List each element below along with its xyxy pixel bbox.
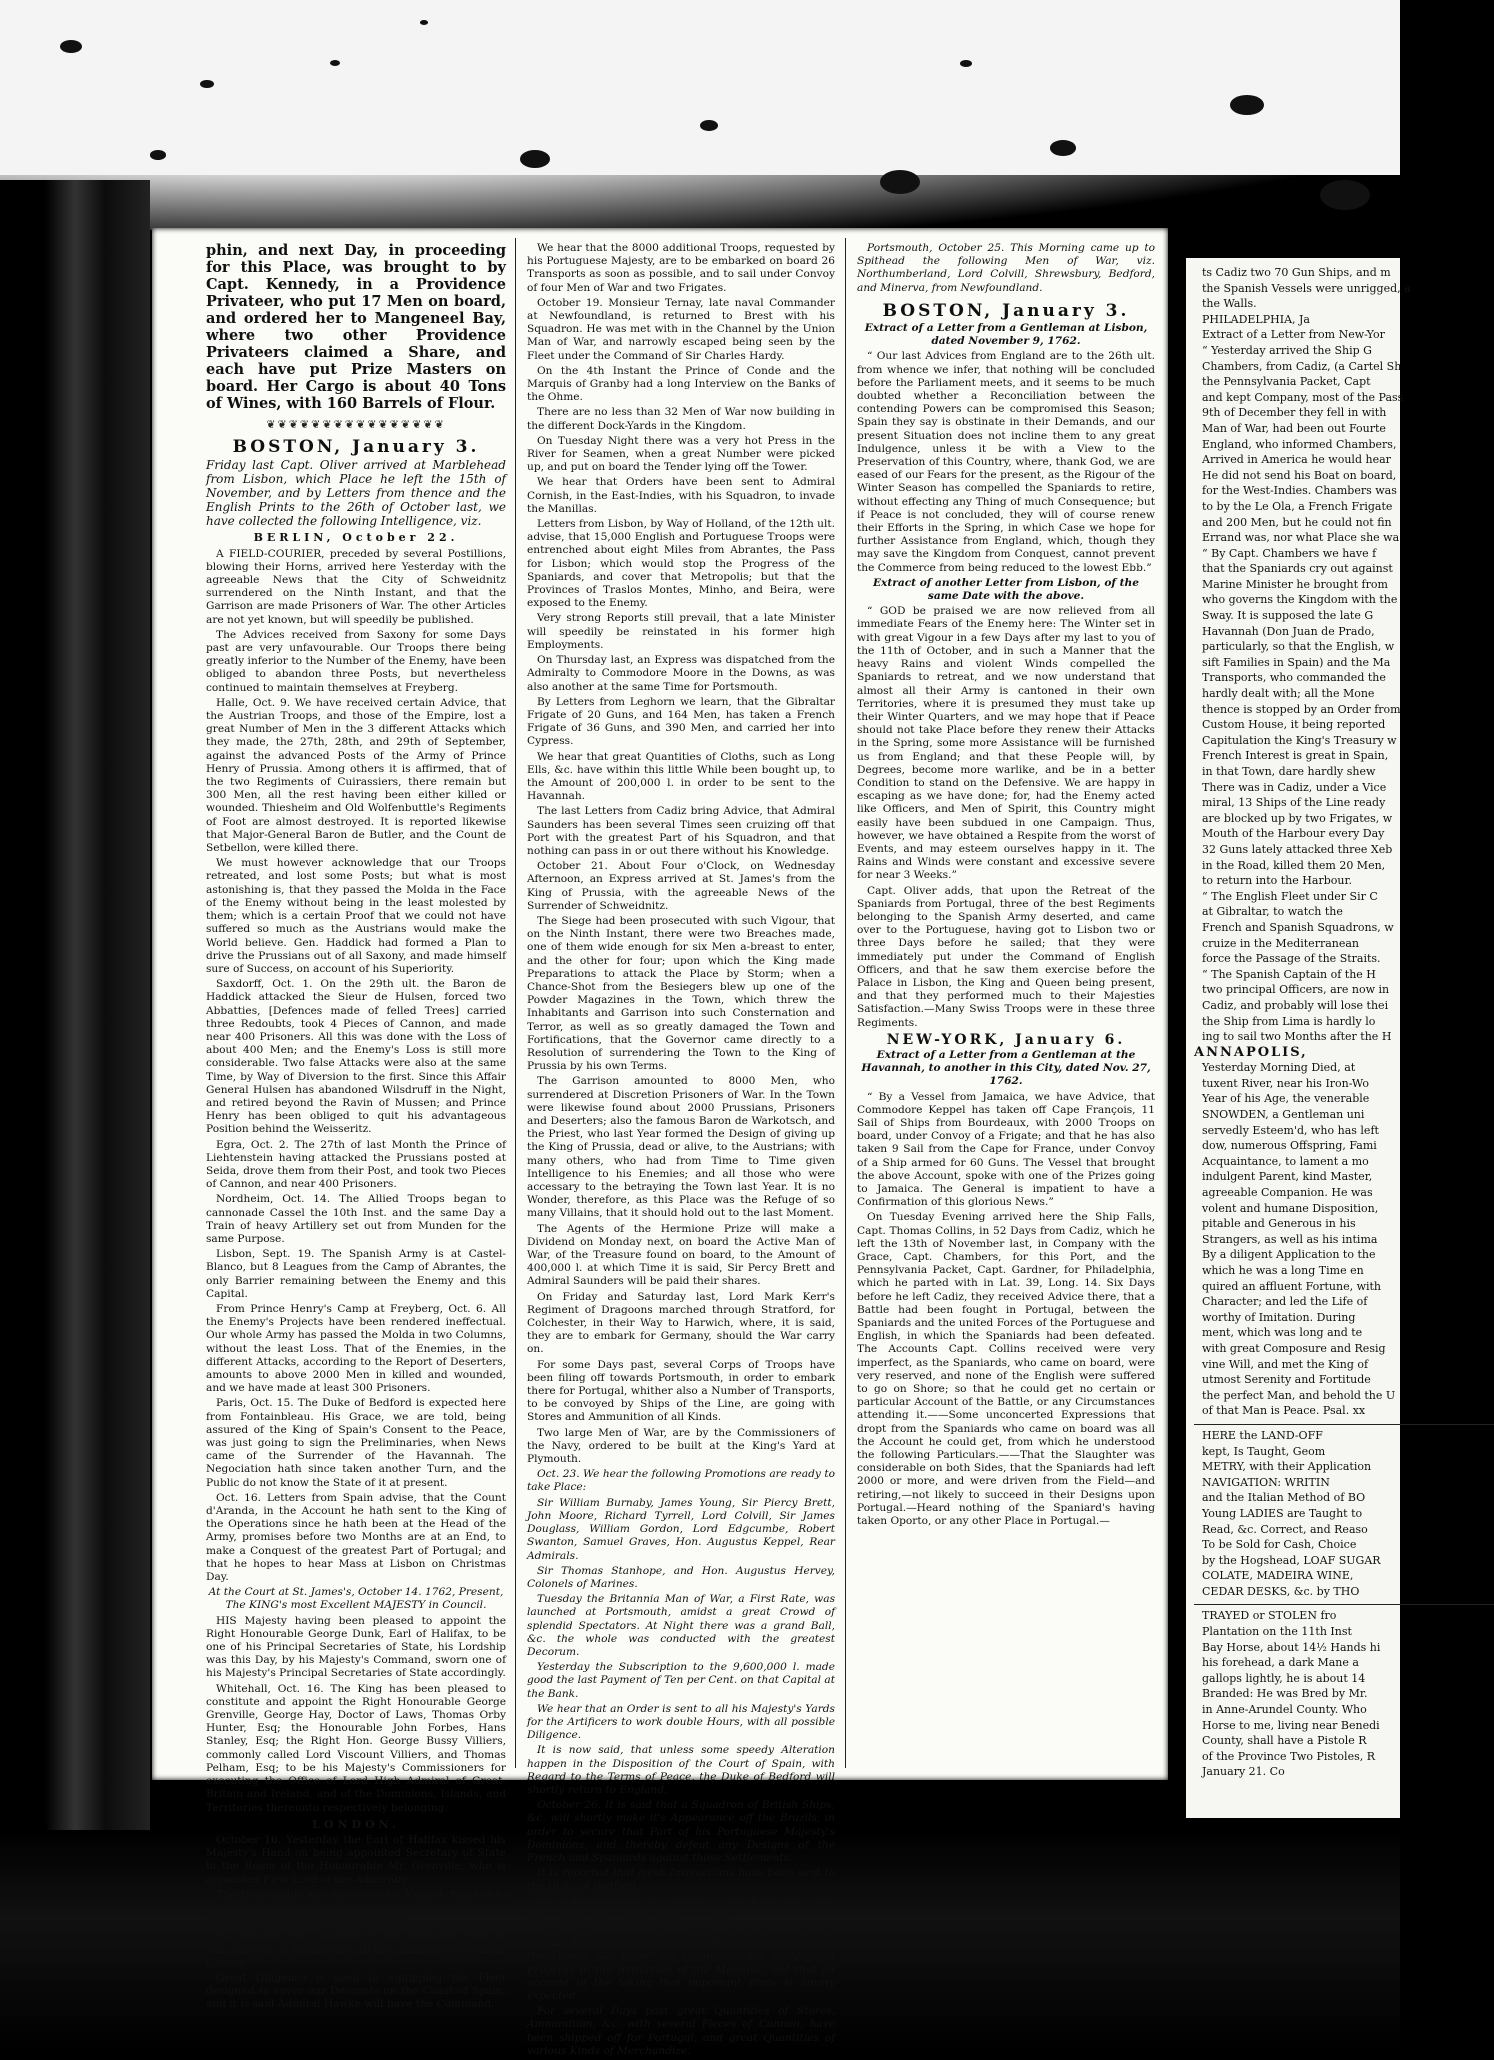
adjacent-line: Mouth of the Harbour every Day [1202,827,1385,841]
advertisement-line: Young LADIES are Taught to [1202,1506,1363,1520]
article-paragraph: Great Diligence is used in equipping the Fleet designed to cover our Descents on the Coast of Spain, and it is said Admiral Hawke will have the Command. [206,1971,506,2011]
adjacent-line: SNOWDEN, a Gentleman uni [1202,1108,1365,1122]
article-paragraph: We hear that the 8000 additional Troops, requested by his Portuguese Majesty, are to be embarked on board 26 Transports as soon as possible, and to sail under Convoy of four Men of War and two Frigates. [527,242,835,294]
article-paragraph: Oct. 16. Letters from Spain advise, that the Count d'Aranda, in the Account he hath sent to the King of the Operations since he hath been at the Head of the Army, promises before two Months are at an End, to make a Conquest of the greatest Part of Portugal; and that he hopes to hear Mass at Lisbon on Christmas Day. [206,1491,506,1584]
adjacent-line: in the Road, killed them 20 Men, [1202,858,1386,872]
adjacent-line: “ The English Fleet under Sir C [1202,889,1378,903]
adjacent-line: utmost Serenity and Fortitude [1202,1373,1371,1387]
adjacent-line: Sway. It is supposed the late G [1202,609,1374,623]
court-heading: At the Court at St. James's, October 14. 1762, Present, The KING's most Excellent MAJESTY in Council. [208,1586,504,1612]
article-paragraph: Yesterday and this Day it was currently reported, that certain Advice is received here, That Col. Draper, with the Troops, &c. under his Command, has made great Progress in the Reduction of the Manillas, and that on account of the taking that important Place is hourly expected. [527,1923,835,2002]
advertisement-line: Read, &c. Correct, and Reaso [1202,1522,1368,1536]
adjacent-line: There was in Cadiz, under a Vice [1202,780,1387,794]
article-paragraph: Egra, Oct. 2. The 27th of last Month the Prince of Liehtenstein having attacked the Prussians posted at Seida, drove them from their Post, and took two Pieces of Cannon, and near 400 Prisoners. [206,1138,506,1191]
adjacent-line: dow, numerous Offspring, Fami [1202,1139,1377,1153]
advertisement-line: of the Province Two Pistoles, R [1202,1749,1376,1763]
column-rule [515,238,516,1768]
adjacent-line: are blocked up by two Frigates, w [1202,811,1393,825]
article-paragraph: The Advices received from Saxony for some Days past are very unfavourable. Our Troops there being greatly inferior to the Number of the Enemy, have been obliged to abandon three Posts, but nevertheless continued to maintain themselves at Freyberg. [206,628,506,694]
book-spine [0,180,150,2040]
extract-heading: Extract of another Letter from Lisbon, of the same Date with the above. [872,576,1140,603]
advertisement-line: by the Hogshead, LOAF SUGAR [1202,1553,1381,1567]
article-paragraph: Oct. 23. We hear the following Promotions are ready to take Place: [527,1468,835,1494]
column-2 [527,242,835,2060]
advertisement-line: in Anne-Arundel County. Who [1202,1703,1367,1717]
adjacent-line: Cadiz, and probably will lose thei [1202,998,1389,1012]
adjacent-line: French and Spanish Squadrons, w [1202,920,1394,934]
newspaper-page [152,228,1168,2057]
adjacent-line: Extract of a Letter from New-Yor [1202,328,1385,342]
advertisement-line: and the Italian Method of BO [1202,1491,1366,1505]
scan-speck [1320,180,1370,210]
article-paragraph: HIS Majesty having been pleased to appoint the Right Honourable George Dunk, Earl of Halifax, to be one of his Principal Secretaries of State, his Lordship was this Day, by his Majesty's Command, sworn one of his Majesty's Principal Secretaries of State accordingly. [206,1614,506,1680]
article-paragraph: Paris, Oct. 15. The Duke of Bedford is expected here from Fontainbleau. His Grace, we are told, being assured of the King of Spain's Consent to the Peace, was just going to sign the Preliminaries, when News came of the Surrender of the Havannah. The Negociation hath since taken another Turn, and the Public do not know the State of it at present. [206,1397,506,1489]
article-paragraph: October 16. Yesterday the Earl of Halifax kissed his Majesty's Hand on being appointed Secretary of State in the Room of the Honourable Mr. Grenville, who is appointed First Lord of the Admiralty. [206,1833,506,1886]
article-paragraph: For several Days past great Quantities of Stores, Ammunition, &c. with several Pieces of Cannon, have been shipped off for Portugal, and great Quantities of various Kinds of Merchandize. [527,2005,835,2057]
adjacent-line: hardly dealt with; all the Mone [1202,687,1375,701]
adjacent-line: the perfect Man, and behold the U [1202,1388,1396,1402]
adjacent-line: Capitulation the King's Treasury w [1202,733,1397,747]
adjacent-line: “ Yesterday arrived the Ship G [1202,343,1372,357]
advertisement-line: TRAYED or STOLEN fro [1202,1609,1337,1623]
adjacent-line: ing to sail two Months after the H [1202,1030,1392,1044]
adjacent-line: the Pennsylvania Packet, Capt [1202,375,1371,389]
dateline-annapolis: ANNAPOLIS, [1194,1044,1308,1060]
adjacent-line: Custom House, it being reported [1202,718,1386,732]
adjacent-line: cruize in the Mediterranean [1202,936,1360,950]
advertisement-line: gallops lightly, he is about 14 [1202,1671,1366,1685]
article-paragraph: Two large Men of War, are by the Commissioners of the Navy, ordered to be built at the King's Yard at Plymouth. [527,1426,835,1466]
adjacent-line: indulgent Parent, kind Master, [1202,1170,1373,1184]
adjacent-page [1186,258,1411,1818]
adjacent-line: which he was a long Time en [1202,1264,1364,1277]
scan-speck [420,20,428,25]
adjacent-line: He did not send his Boat on board, [1202,468,1397,482]
adjacent-line: miral, 13 Ships of the Line ready [1202,796,1386,810]
adjacent-line: “ The Spanish Captain of the H [1202,967,1376,981]
adjacent-line: Marine Minister he brought from [1202,577,1388,591]
advertisement-school [1194,1424,1494,1599]
article-paragraph: Tuesday the Britannia Man of War, a First Rate, was launched at Portsmouth, amidst a great Crowd of splendid Spectators. At Night there was a grand Ball, &c. the whole was conducted with the greatest Decorum. [527,1593,835,1658]
adjacent-line: worthy of Imitation. During [1202,1310,1356,1324]
adjacent-line: and 200 Men, but he could not fin [1202,515,1392,529]
adjacent-line: in that Town, dare hardly shew [1202,765,1376,778]
adjacent-line: vine Will, and met the King of [1202,1357,1369,1371]
article-paragraph: Saxdorff, Oct. 1. On the 29th ult. the Baron de Haddick attacked the Sieur de Hulsen, forced two Abbatties, [Defences made of felled Trees] carried three Redoubts, took 4 Pieces of Cannon, and made near 400 Prisoners. All this was done with the Loss of about 400 Men; and the Enemy's Loss is still more considerable. Two false Attacks were also at the same Time, by Way of Diversion to the first. Since this Affair General Hulsen has abandoned Wilsdruff in the Night, and retired beyond the Ravin of Mussen; and Prince Henry has been obliged to quit his advantageous Position behind the Weisseritz. [206,978,506,1136]
adjacent-line: that the Spaniards cry out against [1202,562,1393,576]
promotions-list: Sir Thomas Stanhope, and Hon. Augustus Hervey, Colonels of Marines. [527,1564,835,1590]
article-paragraph: Halle, Oct. 9. We have received certain Advice, that the Austrian Troops, and those of the Empire, lost a great Number of Men in the 3 different Attacks which they made, the 27th, 28th, and 29th of September, against the advanced Posts of the Army of Prince Henry of Prussia. Among others it is affirmed, that of the two Regiments of Cuirassiers, there remain but 300 Men, all the rest having been either killed or wounded. Thiesheim and Old Wolfenbuttle's Regiments of Foot are almost destroyed. It is reported likewise that Major-General Baron de Butler, and the Count de Setbellon, were killed there. [206,696,506,855]
dateline-boston-2: BOSTON, January 3. [882,300,1130,321]
adjacent-line: By a diligent Application to the [1202,1248,1376,1262]
dateline-boston: BOSTON, January 3. [232,437,480,458]
article-paragraph: October 21. About Four o'Clock, on Wednesday Afternoon, an Express arrived at St. James's from the King of Prussia, with the agreeable News of the Surrender of Schweidnitz. [527,860,835,912]
column-1 [206,242,506,2014]
adjacent-line: volent and humane Disposition, [1202,1201,1379,1215]
article-paragraph: There are no less than 32 Men of War now building in the different Dock-Yards in the Kingdom. [527,406,835,432]
adjacent-line: pitable and Generous in his [1202,1217,1356,1231]
article-paragraph: The last Letters from Cadiz bring Advice, that Admiral Saunders has been several Times seen cruizing off that Port with the greatest Part of his Squadron, and that nothing can pass in or out there without his Knowledge. [527,805,835,857]
adjacent-line: to by the Le Ola, a French Frigate [1202,499,1393,513]
extract-heading: Extract of a Letter from a Gentleman at Lisbon, dated November 9, 1762. [864,322,1148,348]
scan-speck [150,150,166,160]
adjacent-line: of that Man is Peace. Psal. xx [1202,1404,1366,1418]
article-paragraph: Yesterday the Subscription to the 9,600,000 l. made good the last Payment of Ten per Cent. on that Capital at the Bank. [527,1661,835,1700]
column-rule [845,238,846,1768]
adjacent-line: the Walls. [1202,297,1257,311]
adjacent-line: Transports, who commanded the [1202,671,1386,685]
article-paragraph: From Prince Henry's Camp at Freyberg, Oct. 6. All the Enemy's Projects have been rendered ineffectual. Our whole Army has passed the Molda in two Columns, without the least Loss. That of the Enemies, in the different Attacks, according to the Report of Deserters, amounts to above 2000 Men in killed and wounded, and we have made at least 300 Prisoners. [206,1302,506,1395]
adjacent-line: Havannah (Don Juan de Prado, [1202,624,1375,638]
adjacent-line: who governs the Kingdom with the [1202,593,1398,607]
advertisement-strayed-horse [1194,1604,1494,1779]
adjacent-line: tuxent River, near his Iron-Wo [1202,1076,1370,1090]
adjacent-line: two principal Officers, are now in [1202,983,1390,997]
article-paragraph: We hear that Orders have been sent to Admiral Cornish, in the East-Indies, with his Squadron, to invade the Manillas. [527,476,835,515]
adjacent-line: Year of his Age, the venerable [1202,1092,1370,1106]
advertisement-line: NAVIGATION: WRITIN [1202,1475,1330,1489]
dateline-berlin: BERLIN, October 22. [253,531,459,545]
adjacent-line: ts Cadiz two 70 Gun Ships, and m [1202,266,1391,279]
dateline-london: LONDON. [312,1817,400,1831]
adjacent-line: particularly, so that the English, w [1202,640,1395,654]
article-paragraph: By Letters from Leghorn we learn, that the Gibraltar Frigate of 20 Guns, and 164 Men, has taken a French Frigate of 36 Guns, and 390 Men, and carried her into Cypress. [527,695,835,748]
column-3 [857,242,1155,1530]
intro-paragraph: Friday last Capt. Oliver arrived at Marblehead from Lisbon, which Place he left the 15th of November, and by Letters from thence and the English Prints to the 26th of October last, we have collected the following Intelligence, viz. [206,458,506,529]
article-paragraph: We must however acknowledge that our Troops retreated, and lost some Posts; but what is most astonishing is, that they passed the Molda in the Face of the Enemy without being in the least molested by them; which is a certain Proof that we could not have suffered so much as the Austrians would make the World believe. Gen. Haddick had formed a Plan to drive the Prussians out of all Saxony, and made himself sure of Success, on account of his Superiority. [206,857,506,975]
adjacent-line: quired an affluent Fortune, with [1202,1279,1382,1293]
article-paragraph: On the 4th Instant the Prince of Conde and the Marquis of Granby had a long Interview on the Banks of the Ohme. [527,364,835,404]
article-paragraph: October 26. It is said that a Squadron of British Ships, &c. will shortly make it's Appearance off the Brazils, in order to secure that Part of his Portuguese Majesty's Dominions, and thereby defeat any Designs of the French and Spaniards against those Settlements. [527,1799,835,1864]
adjacent-line: Chambers, from Cadiz, (a Cartel Sh [1202,359,1402,373]
scan-speck [700,120,718,131]
letter-paragraph: “ GOD be praised we are now relieved from all immediate Fears of the Enemy here: The Winter set in with great Vigour in a few Days after my last to you of the 11th of October, and in such a Manner that the heavy Rains and violent Winds compelled the Spaniards to retreat, and we now understand that almost all their Army is cantoned in their own Territories, where it is presumed they must take up their Winter Quarters, and we may hope that if Peace should not take Place before they renew their Attacks in the Spring, some more Assistance will be furnished us from England; and that these People will, by Degrees, become more warlike, and be in a better Condition to stand on the Defensive. We are happy in escaping as we have done; for, had the Enemy acted like Officers, and Men of Spirit, this Country might easily have been subdued in one Campaign. Thus, however, we have obtained a Respite from the worst of Events, and may esteem ourselves happy in it. The Rains and Winds were constant and excessive severe for near 3 Weeks.” [857,605,1155,882]
article-paragraph: On Thursday last, an Express was dispatched from the Admiralty to Commodore Moore in the Downs, as was also another at the same Time for Portsmouth. [527,654,835,693]
article-paragraph: Nordheim, Oct. 14. The Allied Troops began to cannonade Cassel the 10th Inst. and the same Day a Train of heavy Artillery set out from Munden for the same Purpose. [206,1193,506,1245]
advertisement-line: Plantation on the 11th Inst [1202,1625,1352,1639]
article-paragraph: Very strong Reports still prevail, that a late Minister will speedily be reinstated in his former high Employments. [527,612,835,651]
adjacent-line: Man of War, had been out Fourte [1202,421,1386,435]
adjacent-line: thence is stopped by an Order from [1202,702,1401,716]
adjacent-line: French Interest is great in Spain, [1202,749,1389,763]
adjacent-line: agreeable Companion. He was [1202,1186,1373,1200]
article-paragraph: On Tuesday Night there was a very hot Press in the River for Seamen, when a great Number were picked up, and put on board the Tender lying off the Tower. [527,434,835,474]
article-paragraph: Lisbon, Sept. 19. The Spanish Army is at Castel-Blanco, but 8 Leagues from the Camp of Abrantes, the only Barrier remaining between the Enemy and this Capital. [206,1248,506,1300]
advertisement-line: COLATE, MADEIRA WINE, [1202,1569,1354,1583]
adjacent-line: for the West-Indies. Chambers was [1202,484,1397,498]
article-paragraph: The Agents of the Hermione Prize will make a Dividend on Monday next, on board the Active Man of War, of the Treasure found on board, to the Amount of 400,000 l. at which Time it is said, Sir Percy Brett and Admiral Saunders will be paid their shares. [527,1222,835,1288]
advertisement-line: January 21. Co [1202,1765,1285,1779]
scan-speck [1050,140,1076,156]
advertisement-line: Branded: He was Bred by Mr. [1202,1687,1368,1701]
dateline-new-york: NEW-YORK, January 6. [886,1031,1126,1048]
adjacent-line: Strangers, as well as his intima [1202,1232,1378,1246]
adjacent-line: PHILADELPHIA, Ja [1202,312,1310,326]
letter-paragraph: “ Our last Advices from England are to the 26th ult. from whence we infer, that nothing will be concluded before the Parliament meets, and it seems to be much doubted whether a Reconciliation between the contending Powers can be compromised this Season; Spain they say is obstinate in their Demands, and our present Situation does not incline them to any great Indulgence, unless it be with a View to the Preservation of this Country, where, thank God, we are eased of our Fears for the present, as the Rigour of the Winter Season has compelled the Spaniards to retire, without effecting any Thing of much Consequence; but if Peace is not concluded, they will of course renew their Efforts in the Spring, in which Case we hope for further Assistance from England, which, though they may save the Kingdom from Conquest, cannot prevent the Commerce from being reduced to the lowest Ebb.” [857,350,1155,574]
article-paragraph: Whitehall, Oct. 16. The King has been pleased to constitute and appoint the Right Honourable George Grenville, George Hay, Doctor of Laws, Thomas Orby Hunter, Esq; the Honourable John Forbes, Hans Stanley, Esq; the Right Hon. George Bussy Villiers, commonly called Lord Viscount Villiers, and Thomas Pelham, Esq; to be his Majesty's Commissioners for executing the Office of Lord High Admiral of Great-Britain and Ireland, and of the Dominions, Islands, and Territories thereunto respectively belonging. [206,1682,506,1814]
adjacent-line: sift Families in Spain) and the Ma [1202,655,1391,669]
lead-paragraph: phin, and next Day, in proceeding for this Place, was brought to by Capt. Kennedy, in a Providence Privateer, who put 17 Men on board, and ordered her to Mangeneel Bay, where two other Providence Privateers claimed a Share, and each have put Prize Masters on board. Her Cargo is about 40 Tons of Wines, with 160 Barrels of Flour. [206,242,506,412]
adjacent-line: to return into the Harbour. [1202,874,1353,888]
article-paragraph: It is reported that fresh Instructions have been sent to the Duke of Bedford. [527,1867,835,1893]
ornament-rule: ❦❦❦❦❦❦❦❦❦❦❦❦❦❦❦❦ [266,418,446,431]
article-paragraph: October 19. Monsieur Ternay, late naval Commander at Newfoundland, is returned to Brest with his Squadron. He was met with in the Channel by the Union Man of War, and narrowly escaped being seen by the Fleet under the Command of Sir Charles Hardy. [527,296,835,362]
article-paragraph: The Honourable and Reverend Dr. Keppel, Brother to the Earl of Albemarle, has kissed the King's Hand on his being appointed Bishop of Exeter. [206,1888,506,1928]
article-paragraph: The Siege had been prosecuted with such Vigour, that on the Ninth Instant, there were two Breaches made, one of them wide enough for six Men a-breast to enter, and the other for four; upon which the King made Preparations to attack the Place by Storm; when a Chance-Shot from the Besiegers blew up one of the Powder Magazines in the Town, which threw the Inhabitants and Garrison into such Consternation and Terror, as well as so greatly damaged the Town and Fortifications, that the Governor came directly to a Resolution of surrendering the Town to the King of Prussia by his own Terms. [527,914,835,1073]
adjacent-line: Arrived in America he would hear [1202,453,1391,467]
adjacent-line: Errand was, nor what Place she wa [1202,531,1400,545]
adjacent-line: England, who informed Chambers, [1202,437,1397,451]
scan-speck [880,170,920,194]
scan-speck [330,60,340,66]
adjacent-line: ment, which was long and te [1202,1326,1363,1340]
advertisement-line: CEDAR DESKS, &c. by THO [1202,1584,1360,1598]
adjacent-line: Character; and led the Life of [1202,1295,1368,1309]
article-paragraph: On Tuesday the Cambridge and Penzance Men of War, arrived at Plymouth with the Jamaica Fleet under Convoy. [206,1930,506,1969]
advertisement-line: his forehead, a dark Mane a [1202,1656,1359,1670]
article-paragraph: Capt. Oliver adds, that upon the Retreat of the Spaniards from Portugal, three of the best Regiments belonging to the Spanish Army deserted, and came over to the Portuguese, having got to Lisbon two or three Days before he sailed; that they were immediately put under the Command of English Officers, and that he saw them exercise before the Palace in Lisbon, the King and Queen being present, and that they performed much to their Majesties Satisfaction.—Many Swiss Troops were in these three Regiments. [857,884,1155,1029]
adjacent-line: 9th of December they fell in with [1202,406,1387,420]
advertisement-line: To be Sold for Cash, Choice [1202,1538,1357,1552]
advertisement-line: kept, Is Taught, Geom [1202,1444,1326,1458]
adjacent-line: the Ship from Lima is hardly lo [1202,1014,1376,1028]
scan-speck [520,150,550,168]
article-paragraph: The Garrison amounted to 8000 Men, who surrendered at Discretion Prisoners of War. In the Town were likewise found about 2000 Prussians, Prisoners and Deserters; also the famous Baron de Warkotsch, and the Priest, who last Year formed the Design of giving up the King of Prussia, dead or alive, to the Austrians; with many others, who had from Time to Time given Intelligence to his Enemies; and all those who were accessary to the betraying the Town last Year. It is no Wonder, therefore, as this Place was the Refuge of so many Villains, that it should hold out to the last Moment. [527,1075,835,1220]
promotions-list: Sir William Burnaby, James Young, Sir Piercy Brett, John Moore, Richard Tyrrell, Lord Colvill, Sir James Douglass, William Gordon, Lord Edgcumbe, Robert Swanton, Samuel Graves, Hon. Augustus Keppel, Rear Admirals. [527,1496,835,1562]
adjacent-line: “ By Capt. Chambers we have f [1202,546,1377,560]
advertisement-line: METRY, with their Application [1202,1460,1372,1474]
adjacent-page-text [1194,266,1494,1781]
adjacent-line: and kept Company, most of the Pass [1202,390,1404,404]
advertisement-line: County, shall have a Pistole R [1202,1734,1367,1748]
article-paragraph: We hear that an Order is sent to all his Majesty's Yards for the Artificers to work double Hours, with all possible Diligence. [527,1702,835,1742]
article-paragraph: It is now said, that unless some speedy Alteration happen in the Disposition of the Court of Spain, with Regard to the Terms of Peace, the Duke of Bedford will shortly return to England. [527,1744,835,1796]
article-paragraph: For some Days past, several Corps of Troops have been filing off towards Portsmouth, in order to embark there for Portugal, whither also a Number of Transports, to be convoyed by Ships of the Line, are going with Stores and Ammunition of all Kinds. [527,1358,835,1424]
article-paragraph: Great Preparations are making at the Tower for some other Expedition against our Enemies. [527,1895,835,1921]
advertisement-line: HERE the LAND-OFF [1202,1428,1323,1442]
article-paragraph: On Tuesday Evening arrived here the Ship Falls, Capt. Thomas Collins, in 52 Days from Cadiz, which he left the 13th of November last, in Company with the Grace, Capt. Chambers, for this Port, and the Pennsylvania Packet, Capt. Gardner, for Philadelphia, which he parted with in Lat. 39, Long. 14. Six Days before he left Cadiz, they received Advice there, that a Battle had been fought in Portugal, between the Spaniards and the united Forces of the Portuguese and English, in which the Spaniards had been defeated. The Accounts Capt. Collins received were very imperfect, as the Spaniards, who came on board, were very reserved, and none of the English were suffered to go on Shore; so that he could get no certain or particular Account of the Battle, or any Circumstances attending it.——Some unconcerted Expressions that dropt from the Spaniards who came on board was all the Account he could get, from which he understood the following Particulars.——That the Slaughter was considerable on both Sides, that the Spaniards had left 2000 or more, and were driven from the Field—and retiring,—not likely to succeed in their Designs upon Portugal.—Heard nothing of the Spaniard's having taken Oporto, or any other Place in Portugal.— [857,1211,1155,1528]
extract-heading: Extract of a Letter from a Gentleman at the Havannah, to another in this City, dated Nov. 27, 1762. [861,1048,1151,1088]
adjacent-line: at Gibraltar, to watch the [1202,905,1343,919]
article-paragraph: We hear that great Quantities of Cloths, such as Long Ells, &c. have within this little While been bought up, to the Amount of 200,000 l. in order to be sent to the Havannah. [527,750,835,803]
article-paragraph: A FIELD-COURIER, preceded by several Postillions, blowing their Horns, arrived here Yesterday with the agreeable News that the City of Schweidnitz surrendered on the Ninth Instant, and that the Garrison are made Prisoners of War. The other Articles are not yet known, but will speedily be published. [206,547,506,626]
advertisement-line: Bay Horse, about 14½ Hands hi [1202,1640,1381,1654]
article-paragraph: Letters from Lisbon, by Way of Holland, of the 12th ult. advise, that 15,000 English and Portuguese Troops were entrenched about eight Miles from Abrantes, the Pass for Lisbon; which would stop the Progress of the Spaniards, and cover that Metropolis; but that the Provinces of Traslos Montes, Minho, and Beira, were exposed to the Enemy. [527,518,835,610]
adjacent-line: servedly Esteem'd, who has left [1202,1123,1379,1137]
article-paragraph: Portsmouth, October 25. This Morning came up to Spithead the following Men of War, viz. Northumberland, Lord Colvill, Shrewsbury, Bedford, and Minerva, from Newfoundland. [857,242,1155,294]
letter-paragraph: “ By a Vessel from Jamaica, we have Advice, that Commodore Keppel has taken off Cape François, 11 Sail of Ships from Bourdeaux, with 2000 Troops on board, under Convoy of a Frigate; and that he has also taken 9 Sail from the Cape for France, under Convoy of a Ship armed for 60 Guns. The Vessel that brought the above Account, spoke with one of the Prizes going to Jamaica. The General is impatient to have a Confirmation of this glorious News.” [857,1090,1155,1209]
adjacent-line: 32 Guns lately attacked three Xeb [1202,842,1393,856]
adjacent-line: Acquaintance, to lament a mo [1202,1154,1369,1168]
adjacent-line: force the Passage of the Straits. [1202,952,1381,966]
adjacent-line: with great Composure and Resig [1202,1341,1386,1355]
adjacent-line: the Spanish Vessels were unrigged, a [1202,281,1411,295]
article-paragraph: On Friday and Saturday last, Lord Mark Kerr's Regiment of Dragoons marched through Stratford, for Colchester, in their Way to Harwich, where, it is said, they are to embark for Germany, should the War carry on. [527,1290,835,1356]
adjacent-line: Yesterday Morning Died, at [1202,1061,1356,1075]
advertisement-line: Horse to me, living near Benedi [1202,1718,1380,1732]
